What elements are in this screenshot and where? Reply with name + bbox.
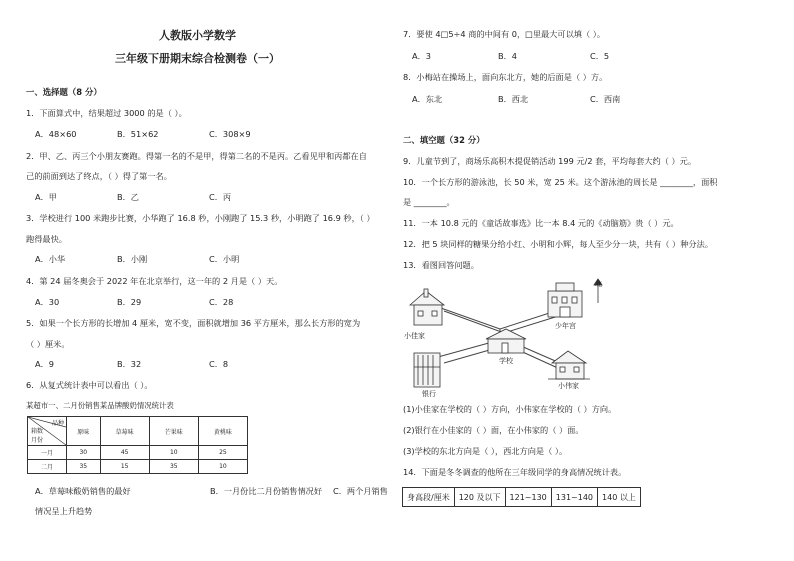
table-cell: 25 [198, 446, 247, 460]
option-b: B．4 [498, 51, 518, 61]
option-b: B．一月份比二月份销售情况好 [210, 486, 323, 496]
option-a: A．3 [412, 51, 431, 61]
height-table [402, 487, 641, 507]
option-a: A．48×60 [35, 129, 77, 139]
option-b: B．32 [117, 359, 142, 369]
table-row [403, 488, 641, 507]
option-b: B．乙 [117, 192, 139, 202]
table-header-cell: 140 以上 [598, 488, 641, 507]
table-cell: 15 [100, 460, 149, 474]
question-13-part1: (1)小佳家在学校的（ ）方向，小伟家在学校的（ ）方向。 [403, 404, 617, 414]
question-10-line2: 是 ________。 [403, 197, 455, 207]
question-3-line1: 3．学校进行 100 米跑步比赛，小华跑了 16.8 秒，小刚跑了 15.3 秒，小明跑了 16.9 秒，（ ） [26, 213, 375, 223]
section-heading: 二、填空题（32 分） [403, 135, 485, 145]
question-9: 9．儿童节到了，商场乐高积木提促销活动 199 元/2 套，平均每套大约（ ）元。 [403, 156, 697, 166]
map-label-bank: 银行 [422, 390, 436, 398]
map-label-shaoniangong: 少年宫 [555, 322, 576, 330]
option-a: A．甲 [35, 192, 57, 202]
house-icon [548, 351, 590, 379]
question-8: 8．小梅站在操场上，面向东北方，她的后面是（ ）方。 [403, 72, 608, 82]
page-title: 人教版小学数学 [159, 29, 236, 42]
corner-label-mid: 箱数 [31, 428, 44, 435]
table-cell: 10 [198, 460, 247, 474]
question-11: 11．一本 10.8 元的《童话故事选》比一本 8.4 元的《动脑筋》贵（ ）元。 [403, 218, 679, 228]
option-b: B．小刚 [117, 254, 148, 264]
option-a: A．草莓味酸奶销售的最好 [35, 486, 131, 496]
table-header-cell: 120 及以下 [454, 488, 505, 507]
table-title: 某超市一、二月份销售某品牌酸奶情况统计表 [26, 401, 174, 410]
question-6: 6．从复式统计表中可以看出（ ）。 [26, 380, 153, 390]
house-icon [410, 289, 444, 325]
question-13-part3: (3)学校的东北方向是（ ），西北方向是（ ）。 [403, 446, 568, 456]
question-2-line2: 己的前面到达了终点，（ ）得了第一名。 [26, 171, 172, 181]
question-4: 4．第 24 届冬奥会于 2022 年在北京举行，这一年的 2 月是（ ）天。 [26, 276, 283, 286]
column-header: 原味 [67, 417, 101, 446]
option-c: C．两个月销售 [333, 486, 388, 496]
row-label: 一月 [28, 446, 67, 460]
option-b: B．51×62 [117, 129, 159, 139]
option-b: B．29 [117, 297, 142, 307]
table-row [28, 460, 248, 474]
option-c: C．5 [590, 51, 610, 61]
column-header: 黄桃味 [198, 417, 247, 446]
palace-icon [548, 283, 582, 317]
question-13-part2: (2)银行在小佳家的（ ）面，在小伟家的（ ）面。 [403, 425, 584, 435]
option-a: A．9 [35, 359, 54, 369]
map-label-xiaojia: 小佳家 [404, 332, 425, 340]
question-5-line1: 5．如果一个长方形的长增加 4 厘米，宽不变，面积就增加 36 平方厘米，那么长方形的宽为 [26, 318, 361, 328]
table-corner-cell [28, 417, 67, 446]
school-icon [486, 329, 526, 353]
question-12: 12．把 5 块同样的糖果分给小红、小明和小辉，每人至少分一块，共有（ ）种分法。 [403, 239, 713, 249]
map-label-xiaowei: 小伟家 [558, 382, 579, 390]
option-c: C．西南 [590, 94, 621, 104]
table-cell: 10 [149, 446, 198, 460]
question-1: 1．下面算式中，结果超过 3000 的是（ ）。 [26, 108, 187, 118]
option-c: C．308×9 [209, 129, 251, 139]
direction-map [400, 277, 640, 397]
table-cell: 45 [100, 446, 149, 460]
question-3-line2: 跑得最快。 [26, 234, 67, 244]
question-14: 14．下面是冬冬调查的他所在三年级同学的身高情况统计表。 [403, 467, 627, 477]
option-a: A．30 [35, 297, 60, 307]
option-c: C．8 [209, 359, 229, 369]
corner-label-top: 品种 [51, 420, 64, 427]
option-b: B．西北 [498, 94, 529, 104]
question-7: 7．要使 4□5÷4 商的中间有 0，□里最大可以填（ ）。 [403, 29, 606, 39]
table-row [28, 446, 248, 460]
sales-table [27, 416, 248, 474]
option-c: C．丙 [209, 192, 232, 202]
table-cell: 30 [67, 446, 101, 460]
column-header: 草莓味 [100, 417, 149, 446]
map-label-north: 北 [595, 280, 602, 288]
table-header-cell: 121~130 [505, 488, 551, 507]
bank-icon [414, 353, 440, 387]
table-cell: 35 [67, 460, 101, 474]
table-cell: 35 [149, 460, 198, 474]
option-c: C．小明 [209, 254, 240, 264]
corner-label-bottom: 月份 [31, 437, 44, 444]
question-5-line2: （ ）厘米。 [26, 339, 70, 349]
row-label: 二月 [28, 460, 67, 474]
option-c-continued: 情况呈上升趋势 [35, 506, 93, 516]
question-13: 13．看图回答问题。 [403, 260, 479, 270]
page-subtitle: 三年级下册期末综合检测卷（一） [115, 52, 280, 65]
option-a: A．小华 [35, 254, 66, 264]
table-header-cell: 131~140 [551, 488, 597, 507]
option-c: C．28 [209, 297, 234, 307]
column-header: 芒果味 [149, 417, 198, 446]
section-heading: 一、选择题（8 分） [26, 87, 102, 97]
question-10-line1: 10．一个长方形的游泳池，长 50 米，宽 25 米。这个游泳池的周长是 ________，面积 [403, 177, 718, 187]
map-label-school: 学校 [499, 357, 513, 365]
question-2-line1: 2．甲、乙、丙三个小朋友赛跑。得第一名的不是甲，得第二名的不是丙。乙看见甲和丙都在自 [26, 151, 367, 161]
table-header-cell: 身高段/厘米 [403, 488, 455, 507]
option-a: A．东北 [412, 94, 443, 104]
